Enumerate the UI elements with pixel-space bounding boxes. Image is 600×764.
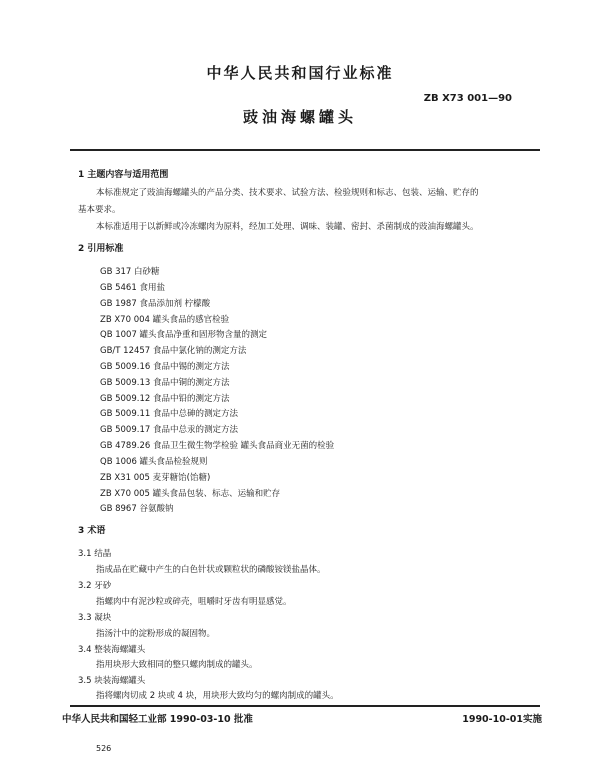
term-heading: 3.4 整装海螺罐头: [78, 645, 146, 655]
term-definition: 指汤汁中的淀粉形成的凝固物。: [96, 629, 216, 639]
section-1-para2: 本标准适用于以新鲜或冷冻螺肉为原料，经加工处理、调味、装罐、密封、杀菌制成的豉油海螺罐头。: [96, 222, 479, 232]
reference-item: GB 5009.12 食品中铅的测定方法: [100, 394, 230, 404]
reference-item: GB 1987 食品添加剂 柠檬酸: [100, 299, 211, 309]
reference-item: ZB X70 005 罐头食品包装、标志、运输和贮存: [100, 489, 281, 499]
approval-note: 中华人民共和国轻工业部 1990-03-10 批准: [62, 714, 253, 725]
effective-date: 1990-10-01实施: [462, 714, 542, 725]
term-heading: 3.3 凝块: [78, 613, 112, 623]
org-title: 中华人民共和国行业标准: [206, 64, 394, 82]
term-definition: 指成品在贮藏中产生的白色针状或颗粒状的磷酸铵镁盐晶体。: [96, 565, 326, 575]
section-1-para1-line2: 基本要求。: [78, 205, 121, 215]
reference-item: GB 5009.17 食品中总汞的测定方法: [100, 425, 238, 435]
header-rule: [70, 149, 540, 151]
reference-item: ZB X70 004 罐头食品的感官检验: [100, 315, 230, 325]
section-1-heading: 1 主题内容与适用范围: [78, 170, 169, 180]
term-definition: 指将螺肉切成 2 块或 4 块，用块形大致均匀的螺肉制成的罐头。: [96, 691, 339, 701]
reference-item: ZB X31 005 麦芽糖饴(饴糖): [100, 473, 211, 483]
page-number: 526: [96, 744, 112, 753]
reference-item: GB/T 12457 食品中氯化钠的测定方法: [100, 346, 247, 356]
term-heading: 3.1 结晶: [78, 549, 112, 559]
section-3-heading: 3 术语: [78, 526, 106, 536]
reference-item: GB 5461 食用盐: [100, 283, 165, 293]
reference-item: GB 8967 谷氨酸钠: [100, 504, 174, 514]
reference-item: GB 5009.11 食品中总砷的测定方法: [100, 409, 238, 419]
term-heading: 3.2 牙砂: [78, 581, 112, 591]
footer-rule: [70, 705, 540, 707]
reference-item: QB 1006 罐头食品检验规则: [100, 457, 208, 467]
term-definition: 指用块形大致相同的整只螺肉制成的罐头。: [96, 660, 258, 670]
reference-item: GB 317 白砂糖: [100, 267, 160, 277]
section-1-para1-line1: 本标准规定了豉油海螺罐头的产品分类、技术要求、试验方法、检验规则和标志、包装、运输、贮存的: [96, 188, 479, 198]
term-definition: 指螺肉中有泥沙粒或碎壳，咀嚼时牙齿有明显感觉。: [96, 597, 292, 607]
reference-item: GB 5009.16 食品中锡的测定方法: [100, 362, 230, 372]
term-heading: 3.5 块装海螺罐头: [78, 676, 146, 686]
standard-code: ZB X73 001—90: [423, 93, 512, 104]
reference-item: QB 1007 罐头食品净重和固形物含量的测定: [100, 330, 268, 340]
reference-item: GB 4789.26 食品卫生微生物学检验 罐头食品商业无菌的检验: [100, 441, 335, 451]
reference-item: GB 5009.13 食品中铜的测定方法: [100, 378, 230, 388]
section-2-heading: 2 引用标准: [78, 244, 124, 254]
document-title: 豉油海螺罐头: [242, 108, 357, 126]
